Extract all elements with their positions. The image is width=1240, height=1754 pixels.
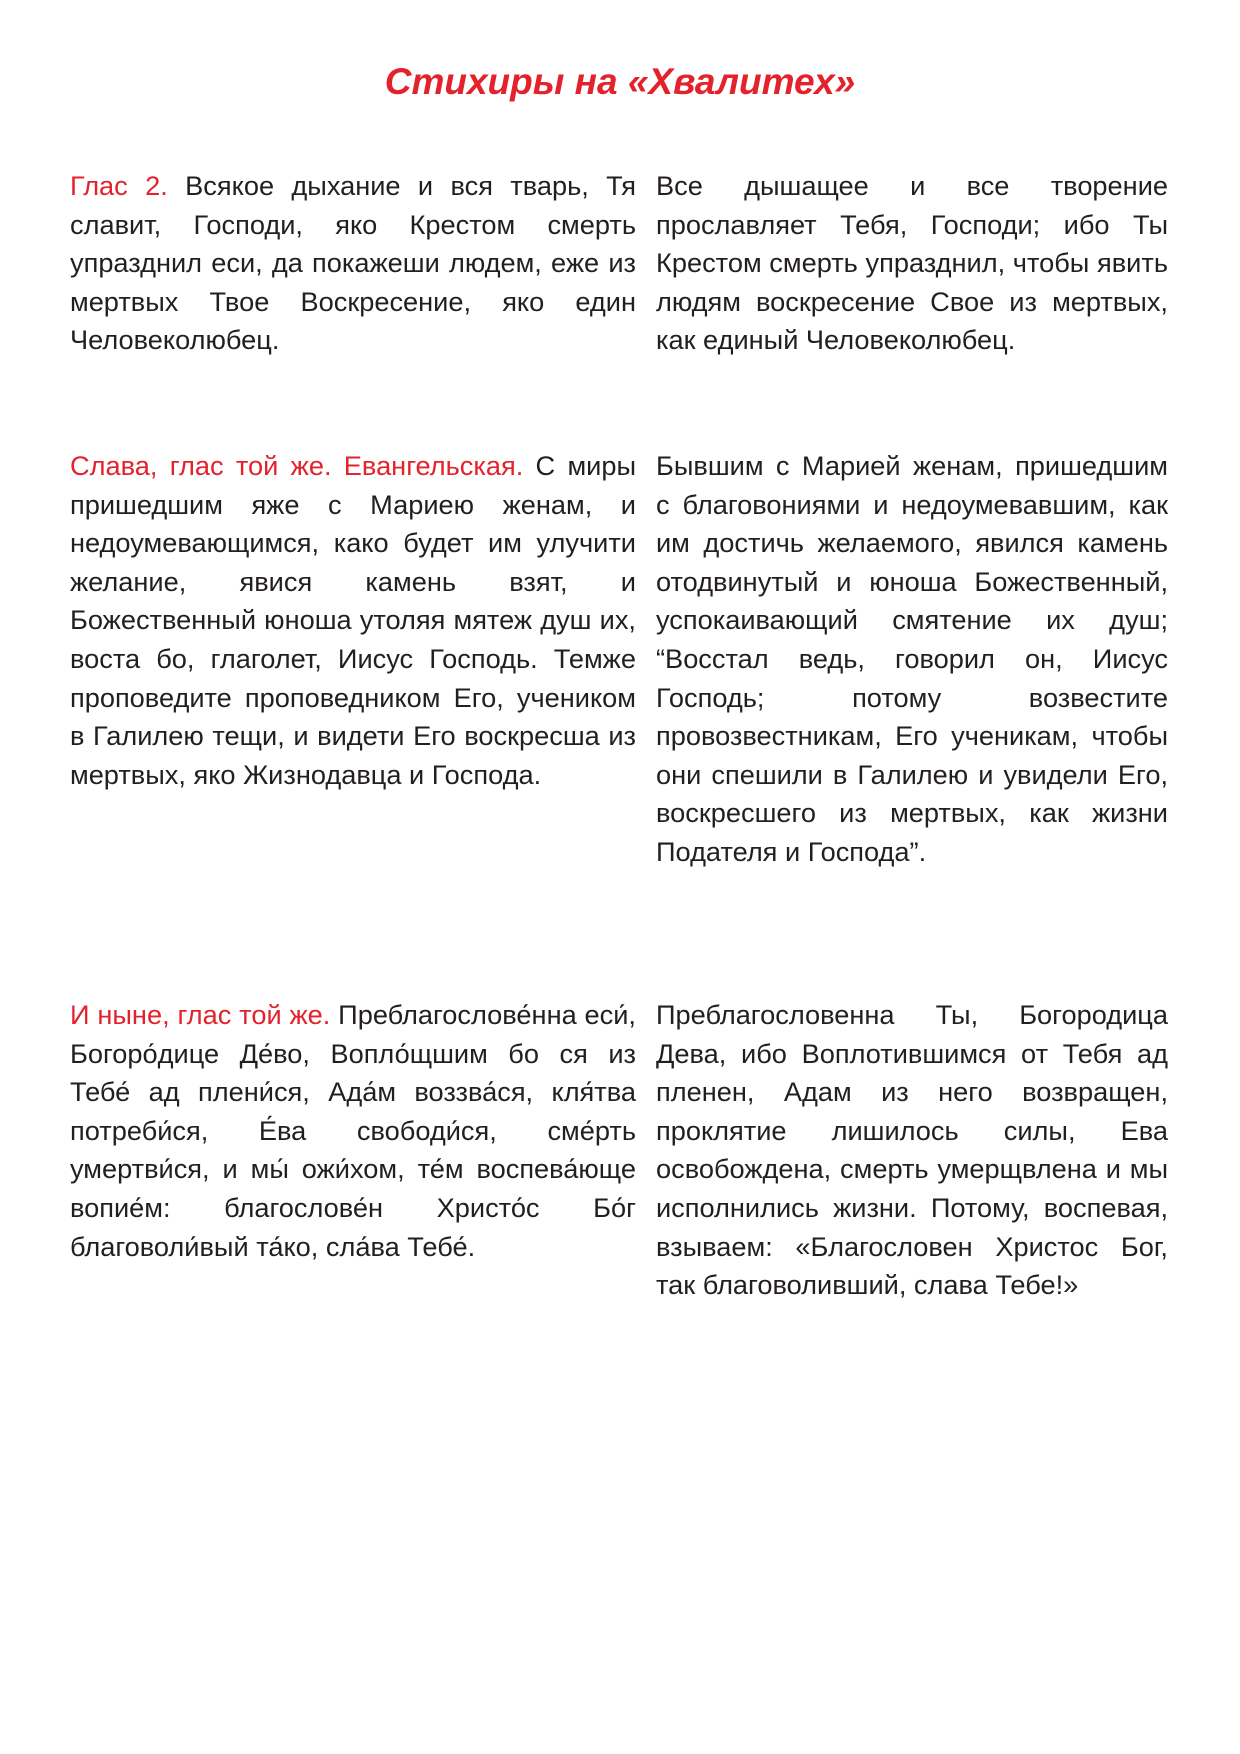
rubric-label: Глас 2. <box>70 170 168 201</box>
rubric-label: И ныне, глас той же. <box>70 999 331 1030</box>
page-title: Стихиры на «Хвалитех» <box>384 61 856 102</box>
slavonic-text <box>70 996 636 1305</box>
stichera-section-1 <box>70 167 1168 360</box>
slavonic-body: Всякое дыхание и вся тварь, Тя славит, Господи, яко Крестом смерть упразднил еси, да покажеши людем, еже из мертвых Твое Воскресение, яко един Человеколюбец. <box>70 170 636 356</box>
slavonic-body: Преблагослове́нна еси́, Богоро́дице Де́во, Вопло́щшим бо ся из Тебе́ ад плени́ся, Ада́м воззва́ся, кля́тва потреби́ся, Е́ва свободи́ся, сме́рть умертви́ся, и мы́ ожи́хом, те́м воспева́юще вопие́м: благослове́н Христо́с Бо́г благоволи́вый та́ко, сла́ва Тебе́. <box>70 999 636 1262</box>
russian-translation: Все дышащее и все творение прославляет Тебя, Господи; ибо Ты Крестом смерть упразднил, чтобы явить людям воскресение Свое из мертвых, как единый Человеколюбец. <box>656 170 1168 356</box>
rubric-label: Слава, глас той же. Евангельская. <box>70 450 524 481</box>
stichera-section-2 <box>70 447 1168 872</box>
russian-translation: Преблагословенна Ты, Богородица Дева, ибо Воплотившимся от Тебя ад пленен, Адам из него возвращен, проклятие лишилось силы, Ева освобождена, смерть умерщвлена и мы исполнились жизни. Потому, воспевая, взываем: «Благословен Христос Бог, так благоволивший, слава Тебе!» <box>656 999 1168 1301</box>
slavonic-body: С миры пришедшим яже с Мариею женам, и недоумевающимся, како будет им улучити желание, явися камень взят, и Божественный юноша утоляя мятеж душ их, воста бо, глаголет, Иисус Господь. Темже проповедите проповедником Его, учеником в Галилею тещи, и видети Его воскресша из мертвых, яко Жизнодавца и Господа. <box>70 450 636 790</box>
russian-translation: Бывшим с Марией женам, пришедшим с благовониями и недоумевавшим, как им достичь желаемого, явился камень отодвинутый и юноша Божественный, успокаивающий смятение их душ; “Восстал ведь, говорил он, Иисус Господь; потому возвестите провозвестникам, Его ученикам, чтобы они спешили в Галилею и увидели Его, воскресшего из мертвых, как жизни Подателя и Господа”. <box>656 450 1168 867</box>
stichera-section-3 <box>70 996 1168 1305</box>
slavonic-text <box>70 447 636 872</box>
slavonic-text <box>70 167 636 360</box>
